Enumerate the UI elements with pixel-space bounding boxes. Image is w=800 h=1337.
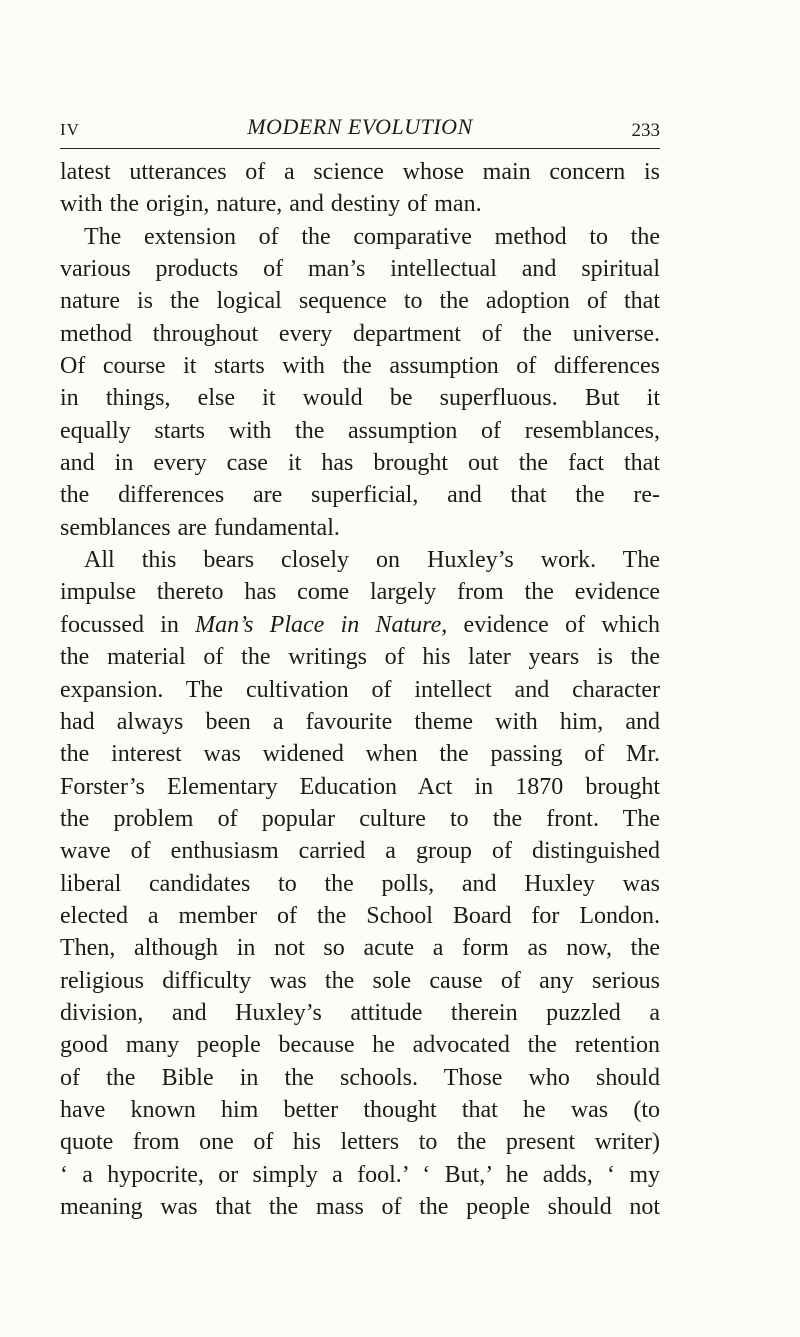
text-line: of the Bible in the schools. Those who should: [60, 1064, 660, 1091]
text-line: with the origin, nature, and destiny of man.: [60, 191, 482, 218]
text-line: religious difficulty was the sole cause of any serious: [60, 967, 660, 994]
text-line: nature is the logical sequence to the adoption of that: [60, 288, 660, 315]
text-line: The extension of the comparative method to the: [84, 223, 660, 250]
book-title: Man’s Place in Nature: [195, 611, 442, 638]
text-line: have known him better thought that he was (to: [60, 1096, 660, 1123]
text-line: semblances are fundamental.: [60, 514, 340, 541]
text-segment: focussed in: [60, 611, 196, 638]
text-line: Then, although in not so acute a form as now, the: [60, 935, 660, 962]
text-line: the material of the writings of his later years is the: [60, 644, 660, 671]
text-line: ‘ a hypocrite, or simply a fool.’ ‘ But,’ he adds, ‘ my: [60, 1161, 660, 1188]
text-line: All this bears closely on Huxley’s work. The: [84, 547, 660, 574]
text-line: had always been a favourite theme with him, and: [60, 708, 660, 735]
text-line: Forster’s Elementary Education Act in 1870 brought: [60, 773, 660, 800]
text-line: meaning was that the mass of the people should not: [60, 1194, 660, 1220]
body-text: [60, 156, 660, 1223]
text-line: elected a member of the School Board for London.: [60, 902, 660, 929]
text-line: latest utterances of a science whose main concern is: [60, 159, 660, 185]
text-line: quote from one of his letters to the present writer): [60, 1129, 660, 1156]
text-line: the differences are superficial, and that the re-: [60, 482, 660, 509]
page-number: 233: [631, 120, 660, 141]
header-rule: [60, 148, 660, 149]
text-segment: , evidence of which: [441, 611, 660, 638]
text-line: various products of man’s intellectual and spiritual: [60, 256, 660, 283]
text-line: in things, else it would be superfluous. But it: [60, 385, 660, 412]
text-line: the problem of popular culture to the front. The: [60, 805, 660, 832]
text-line: good many people because he advocated the retention: [60, 1032, 660, 1059]
text-line: Of course it starts with the assumption of differences: [60, 353, 660, 380]
running-title: MODERN EVOLUTION: [247, 114, 473, 139]
text-line: wave of enthusiasm carried a group of distinguished: [60, 838, 660, 865]
text-line: division, and Huxley’s attitude therein puzzled a: [60, 999, 660, 1026]
running-header: [60, 112, 660, 142]
text-line: impulse thereto has come largely from the evidence: [60, 579, 660, 606]
text-line: expansion. The cultivation of intellect and character: [60, 676, 660, 703]
chapter-number: IV: [60, 120, 80, 139]
text-line: liberal candidates to the polls, and Huxley was: [60, 870, 660, 897]
text-line: and in every case it has brought out the fact that: [60, 450, 660, 477]
text-line: equally starts with the assumption of resemblances,: [60, 417, 660, 444]
text-line: the interest was widened when the passing of Mr.: [60, 741, 660, 768]
text-line: method throughout every department of the universe.: [60, 320, 660, 347]
text-line: [60, 609, 660, 641]
